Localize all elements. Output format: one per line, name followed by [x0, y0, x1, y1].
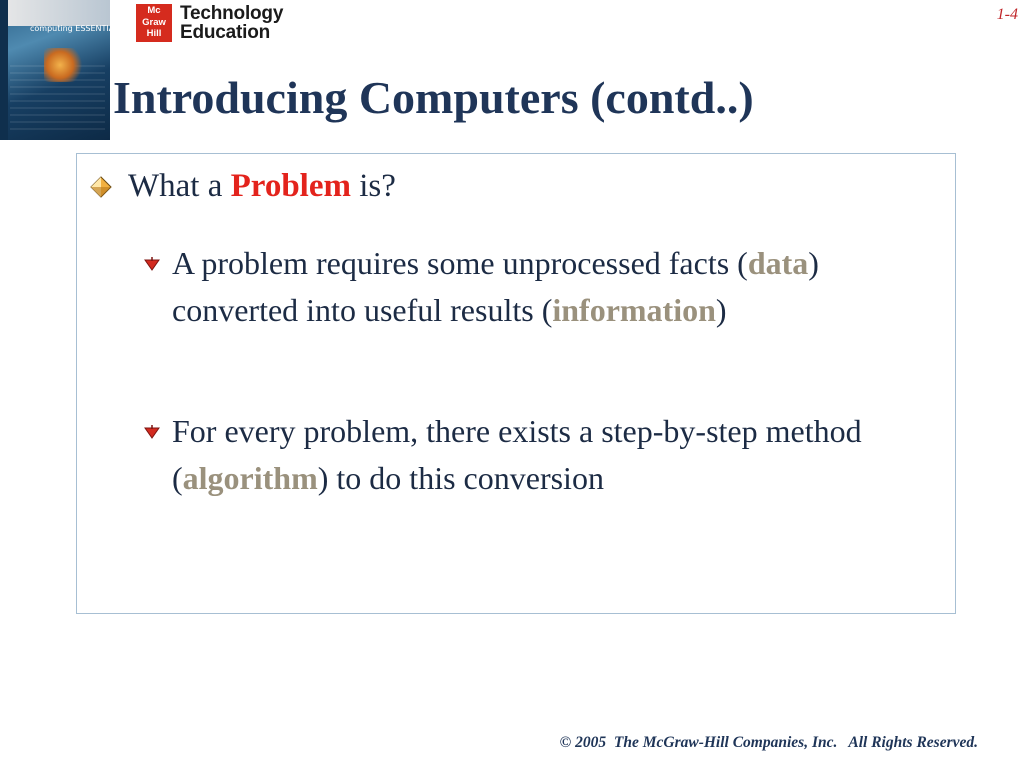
- bullet3-part2: ) to do this conversion: [317, 460, 604, 496]
- logo-line: Hill: [146, 28, 162, 39]
- cover-spine: [0, 0, 8, 140]
- term-data: data: [747, 245, 809, 281]
- bullet2-part2: ) converted into useful results (: [172, 245, 819, 328]
- content-box: [76, 153, 956, 614]
- book-cover-image: [0, 0, 124, 140]
- arrow-bullet-icon: [143, 256, 161, 274]
- arrow-bullet-icon: [143, 424, 161, 442]
- slide-number: 1-4: [996, 6, 1018, 23]
- mcgraw-hill-logo: [136, 4, 172, 42]
- bullet-algorithm: [172, 408, 932, 502]
- cover-glow: [44, 48, 84, 82]
- bullet2-part1: A problem requires some unprocessed facts (: [172, 245, 748, 281]
- bullet1-suffix: is?: [350, 168, 396, 204]
- diamond-bullet-icon: [90, 176, 112, 198]
- logo-line: Graw: [142, 16, 166, 28]
- term-algorithm: algorithm: [182, 460, 318, 496]
- bullet1-highlight: Problem: [230, 168, 351, 204]
- bullet3-part1: For every problem, there exists a step-by-step method (: [172, 413, 862, 496]
- bullet-what-a-problem: [128, 167, 396, 205]
- slide-title: Introducing Computers (contd..): [113, 72, 754, 123]
- logo-line: Mc: [147, 5, 161, 16]
- bullet2-part3: ): [715, 292, 727, 328]
- bullet-problem-definition: [172, 240, 932, 334]
- logo-text: [180, 4, 283, 42]
- logo-text-line1: Technology: [180, 3, 284, 24]
- cover-title: computing ESSENTIALS: [30, 24, 124, 33]
- logo-text-line2: Education: [180, 22, 271, 43]
- copyright-footer: © 2005 The McGraw-Hill Companies, Inc. All Rights Reserved.: [559, 734, 978, 751]
- bullet1-prefix: What a: [128, 168, 231, 204]
- term-information: information: [552, 292, 716, 328]
- cover-top-strip: [0, 0, 110, 26]
